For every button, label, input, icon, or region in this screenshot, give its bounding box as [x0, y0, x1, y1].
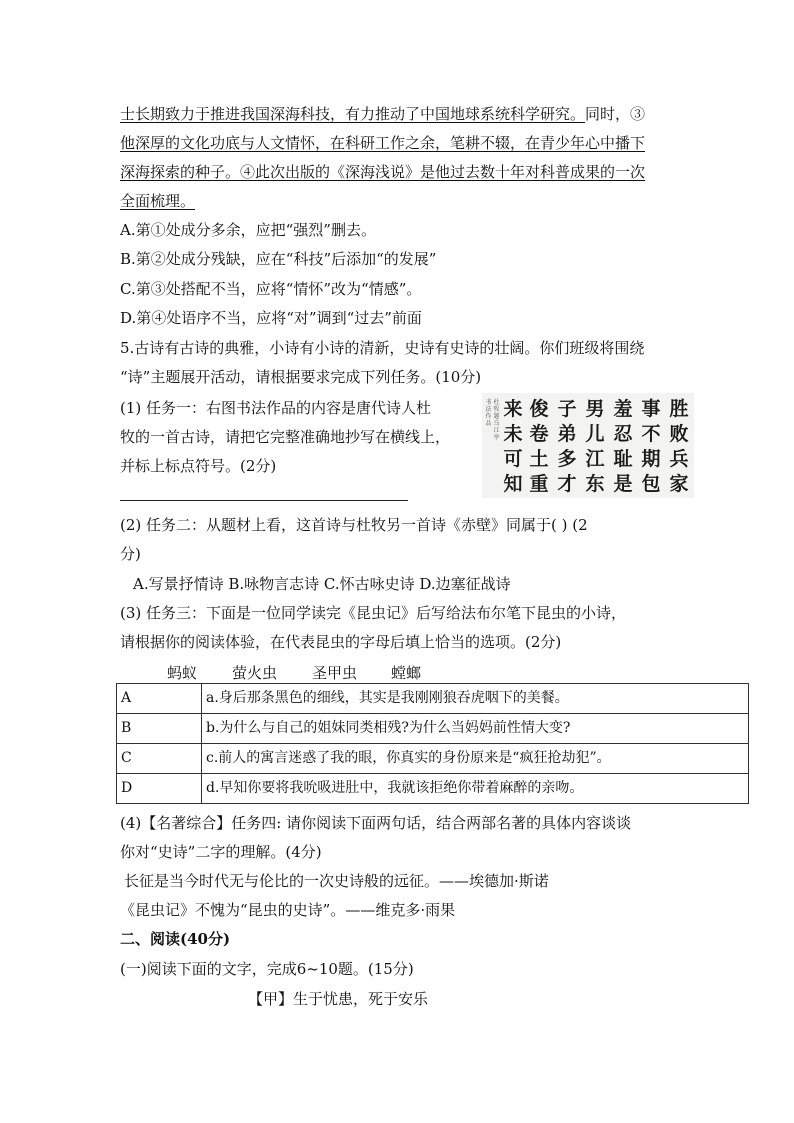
q4-underlined-4: ④此次出版的《深海浅说》是他过去数十年对科普成果的一次 [240, 163, 646, 181]
q4-option-d: D.第④处语序不当，应将“对”调到“过去”前面 [120, 309, 422, 327]
q4-line-1-tail: 同时，③ [585, 105, 646, 123]
quote-1: 长征是当今时代无与伦比的一次史诗般的远征。——埃德加·斯诺 [124, 872, 549, 890]
row-letter[interactable]: A [117, 684, 202, 714]
row-text: d.早知你要将我吮吸进肚中，我就该拒绝你带着麻醉的亲吻。 [202, 774, 749, 804]
task2-line-2: 分) [120, 545, 141, 563]
q4-line-3 [120, 162, 645, 182]
callig-col-2: 事不期包 [641, 398, 661, 495]
task1-answer-line[interactable] [120, 500, 408, 501]
insect-mantis: 螳螂 [391, 664, 422, 682]
row-letter[interactable]: B [117, 714, 202, 744]
row-letter[interactable]: C [117, 744, 202, 774]
table-row [117, 744, 749, 774]
q4-option-a: A.第①处成分多余，应把“强烈”删去。 [120, 221, 376, 239]
row-letter[interactable]: D [117, 774, 202, 804]
task1-line-3: 并标上标点符号。(2分) [120, 457, 277, 475]
q5-intro-1: 5.古诗有古诗的典雅，小诗有小诗的清新，史诗有史诗的壮阔。你们班级将围绕 [120, 339, 645, 357]
section2-heading: 二、阅读(40分) [120, 930, 231, 948]
q4-option-b: B.第②处成分残缺，应在“科技”后添加“的发展” [120, 250, 437, 268]
task2-options: A.写景抒情诗 B.咏物言志诗 C.怀古咏史诗 D.边塞征战诗 [133, 575, 511, 593]
callig-col-6: 俊卷土重 [529, 398, 549, 495]
callig-col-7: 来未可知 [503, 398, 523, 495]
q5-intro-2: “诗”主题展开活动，请根据要求完成下列任务。(10分) [120, 368, 482, 386]
q4-line-2: 他深厚的文化功底与人文情怀，在科研工作之余，笔耕不辍，在青少年心中播下 [120, 134, 646, 152]
quote-2: 《昆虫记》不愧为“昆虫的史诗”。——维克多·雨果 [120, 901, 456, 919]
task4-line-2: 你对“史诗”二字的理解。(4分) [120, 843, 322, 861]
callig-col-1: 胜败兵家 [669, 398, 689, 495]
table-row [117, 774, 749, 804]
callig-col-3: 羞忍耻是 [613, 398, 633, 495]
task3-line-2: 请根据你的阅读体验，在代表昆虫的字母后填上恰当的选项。(2分) [120, 633, 562, 651]
q4-option-c: C.第③处搭配不当，应将“情怀”改为“情感”。 [120, 280, 422, 298]
section2-sub: (一)阅读下面的文字，完成6~10题。(15分) [120, 960, 414, 978]
insect-scarab: 圣甲虫 [312, 664, 358, 682]
table-row [117, 714, 749, 744]
task4-line-1: (4)【名著综合】任务四: 请你阅读下面两句话，结合两部名著的具体内容谈谈 [120, 814, 632, 832]
q4-line-1 [120, 104, 645, 124]
callig-inscription-2: 书法作品 [485, 399, 492, 427]
task3-line-1: (3) 任务三：下面是一位同学读完《昆虫记》后写给法布尔笔下昆虫的小诗， [120, 604, 627, 622]
q4-underlined-2: 士长期致力于推进我国深海科技，有力推动了中国地球系统科学研究。 [120, 105, 586, 123]
table-row [117, 684, 749, 714]
task2-line-1: (2) 任务二：从题材上看，这首诗与杜牧另一首诗《赤壁》同属于( ) (2 [120, 516, 588, 534]
task1-line-2: 牧的一首古诗，请把它完整准确地抄写在横线上， [120, 428, 451, 446]
insect-ant: 蚂蚁 [167, 664, 198, 682]
row-text: a.身后那条黑色的细线，其实是我刚刚狼吞虎咽下的美餐。 [202, 684, 749, 714]
callig-inscription-1: 杜牧题乌江亭 [493, 399, 500, 441]
insect-firefly: 萤火虫 [232, 664, 278, 682]
q4-underlined-3-end: 深海探索的种子。 [120, 163, 241, 181]
task1-line-1: (1) 任务一：右图书法作品的内容是唐代诗人杜 [120, 399, 432, 417]
calligraphy-image [482, 393, 694, 498]
row-text: c.前人的寓言迷惑了我的眼，你真实的身份原来是“疯狂抢劫犯”。 [202, 744, 749, 774]
callig-col-5: 子弟多才 [557, 398, 577, 495]
row-text: b.为什么与自己的姐妹同类相残?为什么当妈妈前性情大变? [202, 714, 749, 744]
callig-col-4: 男儿江东 [585, 398, 605, 495]
q4-line-4: 全面梳理。 [120, 192, 196, 210]
passage-title: 【甲】生于忧患，死于安乐 [248, 990, 429, 1008]
insect-match-table [116, 683, 749, 804]
